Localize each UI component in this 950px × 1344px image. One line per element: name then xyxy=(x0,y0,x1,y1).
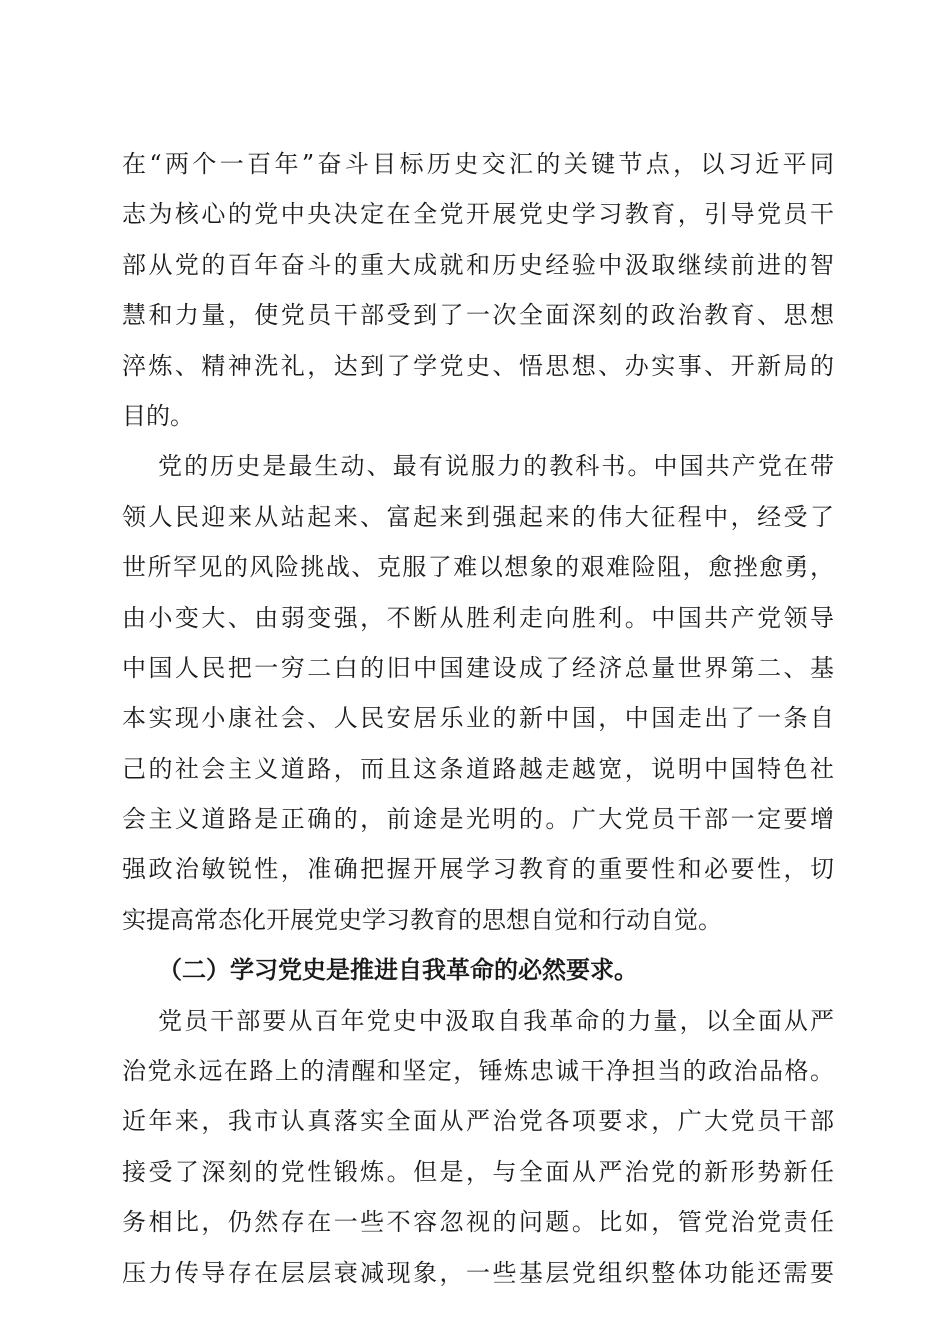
text-line: 目的。 xyxy=(122,401,194,430)
text-line: 慧和力量，使党员干部受到了一次全面深刻的政治教育、思想 xyxy=(122,301,834,330)
text-line: 部从党的百年奋斗的重大成就和历史经验中汲取继续前进的智 xyxy=(122,250,834,279)
text-line: 己的社会主义道路，而且这条道路越走越宽，说明中国特色社 xyxy=(122,754,834,783)
section-heading: （二）学习党史是推进自我革命的必然要求。 xyxy=(158,955,638,985)
text-line: 务相比，仍然存在一些不容忽视的问题。比如，管党治党责任 xyxy=(122,1208,834,1237)
text-line: 志为核心的党中央决定在全党开展党史学习教育，引导党员干 xyxy=(122,200,834,229)
text-line: 压力传导存在层层衰减现象，一些基层党组织整体功能还需要 xyxy=(122,1258,834,1287)
text-line: 在“两个一百年”奋斗目标历史交汇的关键节点，以习近平同 xyxy=(122,150,834,178)
text-line: 接受了深刻的党性锻炼。但是，与全面从严治党的新形势新任 xyxy=(122,1157,834,1186)
text-line: 本实现小康社会、人民安居乐业的新中国，中国走出了一条自 xyxy=(122,704,834,733)
text-line: 淬炼、精神洗礼，达到了学党史、悟思想、办实事、开新局的 xyxy=(122,351,834,380)
text-line: 中国人民把一穷二白的旧中国建设成了经济总量世界第二、基 xyxy=(122,653,834,682)
document-body xyxy=(122,139,834,1298)
text-line: 由小变大、由弱变强，不断从胜利走向胜利。中国共产党领导 xyxy=(122,603,834,632)
text-line: 近年来，我市认真落实全面从严治党各项要求，广大党员干部 xyxy=(122,1107,834,1136)
text-line: 领人民迎来从站起来、富起来到强起来的伟大征程中，经受了 xyxy=(122,502,834,531)
text-line: 会主义道路是正确的，前途是光明的。广大党员干部一定要增 xyxy=(122,805,834,834)
paragraph-first-line: 党员干部要从百年党史中汲取自我革命的力量，以全面从严 xyxy=(158,1006,834,1035)
text-line: 强政治敏锐性，准确把握开展学习教育的重要性和必要性，切 xyxy=(122,855,834,884)
text-line: 实提高常态化开展党史学习教育的思想自觉和行动自觉。 xyxy=(122,905,722,934)
text-line: 世所罕见的风险挑战、克服了难以想象的艰难险阻，愈挫愈勇， xyxy=(122,553,834,582)
text-line: 治党永远在路上的清醒和坚定，锤炼忠诚干净担当的政治品格。 xyxy=(122,1057,834,1086)
paragraph-first-line: 党的历史是最生动、最有说服力的教科书。中国共产党在带 xyxy=(158,452,834,481)
